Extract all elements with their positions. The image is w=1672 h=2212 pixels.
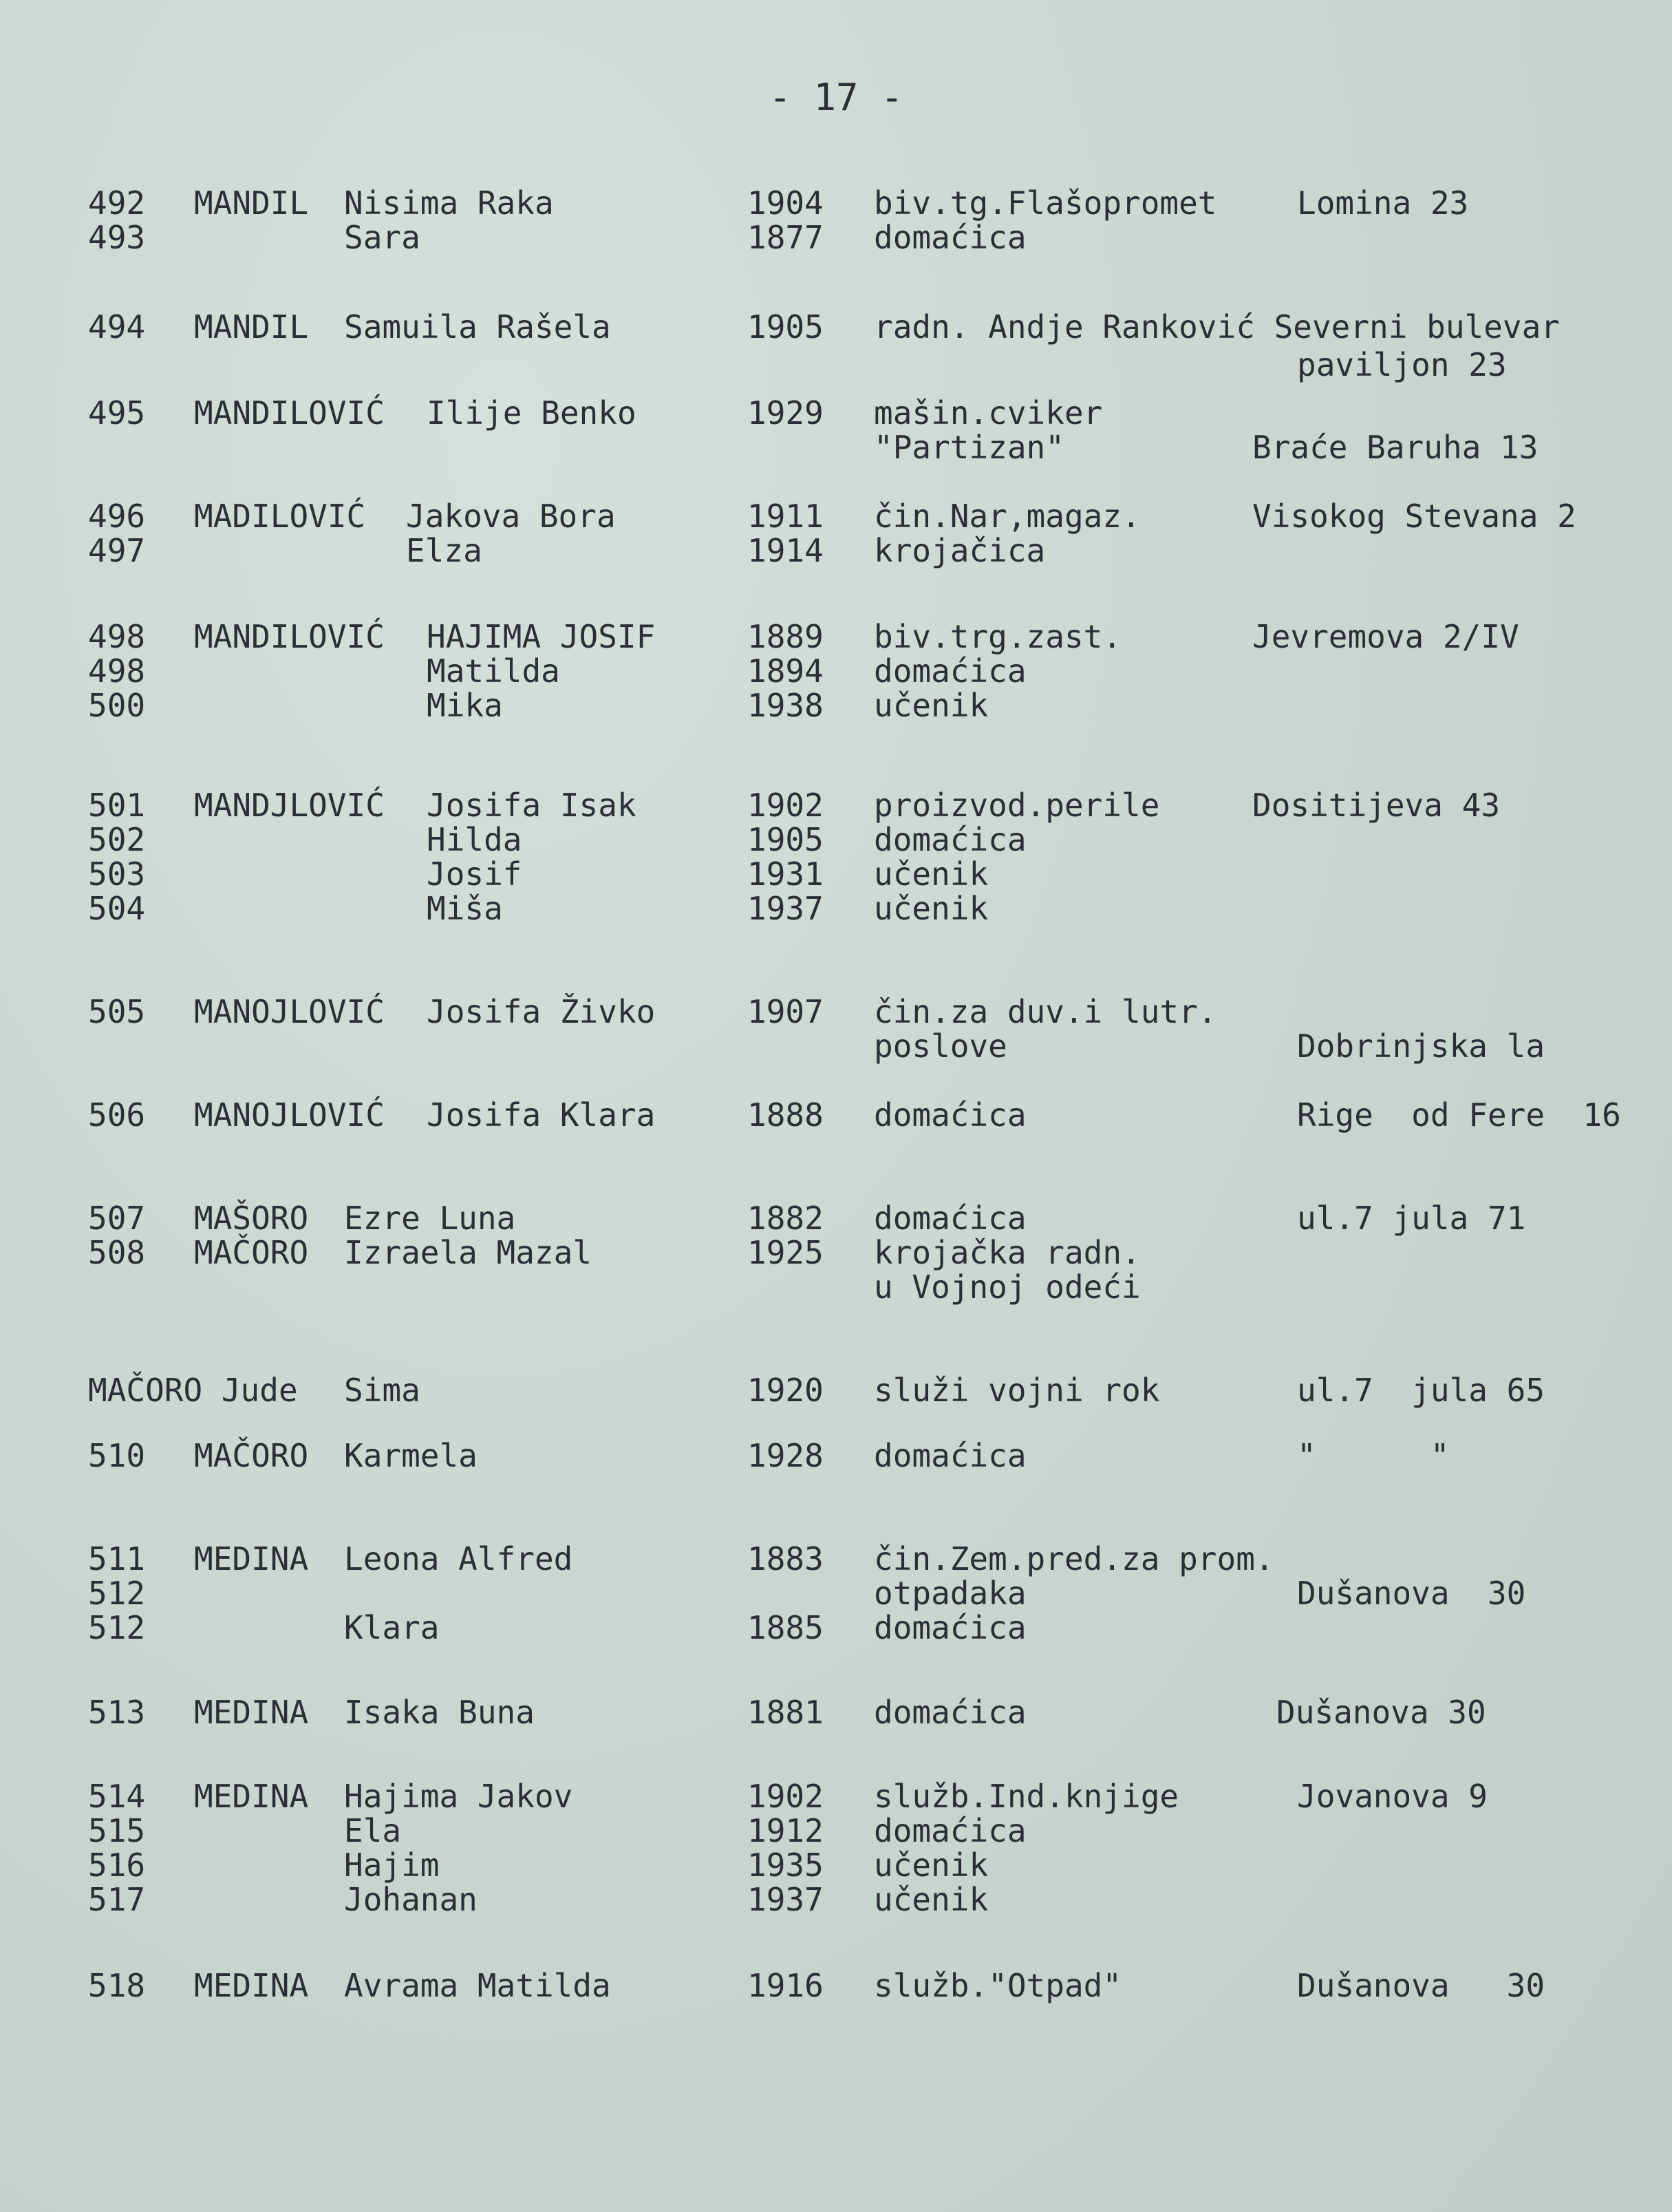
surname: MADILOVIĆ bbox=[194, 498, 366, 535]
register-line bbox=[0, 1270, 1672, 1304]
given-names: Josif bbox=[427, 855, 522, 893]
occupation: čin.Zem.pred.za prom. bbox=[874, 1540, 1274, 1577]
address: Dositijeva 43 bbox=[1252, 787, 1501, 824]
surname: MANDIL bbox=[194, 308, 309, 345]
given-names: Mika bbox=[427, 687, 503, 724]
entry-number: 515 bbox=[88, 1812, 146, 1849]
register-line bbox=[0, 396, 1672, 430]
birth-year: 1907 bbox=[747, 993, 824, 1030]
register-line bbox=[0, 1882, 1672, 1917]
occupation: učenik bbox=[874, 1847, 989, 1884]
entry-number: 505 bbox=[88, 993, 146, 1030]
given-names: Hajim bbox=[344, 1847, 440, 1884]
given-names: Avrama Matilda bbox=[344, 1967, 611, 2004]
given-names: Johanan bbox=[344, 1881, 478, 1918]
surname: MEDINA bbox=[194, 1540, 309, 1577]
entry-number: 512 bbox=[88, 1609, 146, 1646]
birth-year: 1937 bbox=[747, 890, 824, 927]
given-names: Ilije Benko bbox=[427, 394, 636, 432]
occupation: učenik bbox=[874, 1881, 989, 1918]
given-names: Izraela Mazal bbox=[344, 1234, 592, 1271]
register-line bbox=[0, 857, 1672, 891]
given-names: Isaka Buna bbox=[344, 1694, 535, 1731]
address: Dušanova 30 bbox=[1297, 1575, 1526, 1612]
occupation: domaćica bbox=[874, 1200, 1027, 1237]
occupation: krojačka radn. bbox=[874, 1234, 1141, 1271]
occupation: radn. Andje Ranković Severni bulevar bbox=[874, 308, 1560, 345]
birth-year: 1882 bbox=[747, 1200, 824, 1237]
birth-year: 1928 bbox=[747, 1437, 824, 1474]
entry-number: 495 bbox=[88, 394, 146, 432]
register-line bbox=[0, 1610, 1672, 1645]
given-names: Samuila Rašela bbox=[344, 308, 611, 345]
entry-number: 508 bbox=[88, 1234, 146, 1271]
register-line bbox=[0, 1779, 1672, 1814]
surname: MANDJLOVIĆ bbox=[194, 787, 385, 824]
occupation: mašin.cviker bbox=[874, 394, 1103, 432]
occupation: učenik bbox=[874, 855, 989, 893]
birth-year: 1905 bbox=[747, 821, 824, 858]
register-line bbox=[0, 1098, 1672, 1132]
occupation: domaćica bbox=[874, 821, 1027, 858]
register-line bbox=[0, 310, 1672, 344]
address: Jevremova 2/IV bbox=[1252, 618, 1519, 655]
entry-number: 493 bbox=[88, 219, 146, 256]
register-line bbox=[0, 1814, 1672, 1848]
entry-number: 494 bbox=[88, 308, 146, 345]
birth-year: 1916 bbox=[747, 1967, 824, 2004]
birth-year: 1912 bbox=[747, 1812, 824, 1849]
occupation: proizvod.perile bbox=[874, 787, 1160, 824]
surname: MEDINA bbox=[194, 1694, 309, 1731]
given-names: Sima bbox=[344, 1372, 420, 1409]
register-line bbox=[0, 430, 1672, 465]
occupation: krojačica bbox=[874, 532, 1046, 569]
entry-number: 507 bbox=[88, 1200, 146, 1237]
occupation: domaćica bbox=[874, 652, 1027, 690]
register-line bbox=[0, 1235, 1672, 1270]
surname: MAŠORO bbox=[194, 1200, 309, 1237]
birth-year: 1885 bbox=[747, 1609, 824, 1646]
occupation: služb.Ind.knjige bbox=[874, 1778, 1179, 1815]
birth-year: 1889 bbox=[747, 618, 824, 655]
page-number: - 17 - bbox=[769, 76, 903, 119]
occupation: služi vojni rok bbox=[874, 1372, 1160, 1409]
birth-year: 1881 bbox=[747, 1694, 824, 1731]
register-line bbox=[0, 1029, 1672, 1063]
address: Lomina 23 bbox=[1297, 184, 1469, 222]
address: Dušanova 30 bbox=[1276, 1694, 1486, 1731]
occupation: biv.tg.Flašopromet bbox=[874, 184, 1217, 222]
address: Jovanova 9 bbox=[1297, 1778, 1488, 1815]
surname: MAČORO Jude bbox=[88, 1372, 298, 1409]
register-line bbox=[0, 186, 1672, 220]
entry-number: 506 bbox=[88, 1096, 146, 1134]
birth-year: 1911 bbox=[747, 498, 824, 535]
occupation: domaćica bbox=[874, 1096, 1027, 1134]
given-names: Matilda bbox=[427, 652, 560, 690]
entry-number: 510 bbox=[88, 1437, 146, 1474]
address: paviljon 23 bbox=[1297, 346, 1507, 383]
given-names: Elza bbox=[406, 532, 482, 569]
given-names: Hilda bbox=[427, 821, 522, 858]
occupation: služb."Otpad" bbox=[874, 1967, 1122, 2004]
surname: MANDILOVIĆ bbox=[194, 618, 385, 655]
register-line bbox=[0, 1848, 1672, 1882]
given-names: Nisima Raka bbox=[344, 184, 554, 222]
register-line bbox=[0, 688, 1672, 723]
surname: MAČORO bbox=[194, 1437, 309, 1474]
register-line bbox=[0, 1438, 1672, 1473]
given-names: Leona Alfred bbox=[344, 1540, 573, 1577]
register-line bbox=[0, 891, 1672, 926]
occupation: "Partizan" bbox=[874, 429, 1064, 466]
address: ul.7 jula 65 bbox=[1297, 1372, 1545, 1409]
birth-year: 1937 bbox=[747, 1881, 824, 1918]
birth-year: 1904 bbox=[747, 184, 824, 222]
entry-number: 498 bbox=[88, 618, 146, 655]
given-names: Sara bbox=[344, 219, 420, 256]
occupation: domaćica bbox=[874, 1812, 1027, 1849]
register-line bbox=[0, 654, 1672, 688]
register-line bbox=[0, 1576, 1672, 1610]
birth-year: 1883 bbox=[747, 1540, 824, 1577]
entry-number: 500 bbox=[88, 687, 146, 724]
birth-year: 1877 bbox=[747, 219, 824, 256]
surname: MANOJLOVIĆ bbox=[194, 1096, 385, 1134]
address: ul.7 jula 71 bbox=[1297, 1200, 1526, 1237]
address: Visokog Stevana 2 bbox=[1252, 498, 1576, 535]
given-names: Ezre Luna bbox=[344, 1200, 516, 1237]
birth-year: 1894 bbox=[747, 652, 824, 690]
surname: MANOJLOVIĆ bbox=[194, 993, 385, 1030]
register-line bbox=[0, 499, 1672, 533]
occupation: učenik bbox=[874, 890, 989, 927]
register-line bbox=[0, 220, 1672, 255]
occupation: čin.Nar,magaz. bbox=[874, 498, 1141, 535]
occupation: biv.trg.zast. bbox=[874, 618, 1122, 655]
given-names: Karmela bbox=[344, 1437, 478, 1474]
address: " " bbox=[1297, 1437, 1450, 1474]
register-line bbox=[0, 1201, 1672, 1235]
birth-year: 1935 bbox=[747, 1847, 824, 1884]
surname: MEDINA bbox=[194, 1778, 309, 1815]
birth-year: 1925 bbox=[747, 1234, 824, 1271]
occupation: u Vojnoj odeći bbox=[874, 1268, 1141, 1306]
entry-number: 503 bbox=[88, 855, 146, 893]
entry-number: 502 bbox=[88, 821, 146, 858]
given-names: Josifa Klara bbox=[427, 1096, 656, 1134]
register-line bbox=[0, 619, 1672, 654]
given-names: Jakova Bora bbox=[406, 498, 616, 535]
given-names: Ela bbox=[344, 1812, 402, 1849]
given-names: Josifa Živko bbox=[427, 993, 656, 1030]
given-names: Miša bbox=[427, 890, 503, 927]
surname: MEDINA bbox=[194, 1967, 309, 2004]
entry-number: 501 bbox=[88, 787, 146, 824]
register-line bbox=[0, 533, 1672, 568]
register-line bbox=[0, 1695, 1672, 1730]
register-line bbox=[0, 348, 1672, 382]
given-names: Hajima Jakov bbox=[344, 1778, 573, 1815]
register-line bbox=[0, 1542, 1672, 1576]
given-names: HAJIMA JOSIF bbox=[427, 618, 656, 655]
register-line bbox=[0, 995, 1672, 1029]
surname: MANDILOVIĆ bbox=[194, 394, 385, 432]
register-line bbox=[0, 1968, 1672, 2003]
register-line bbox=[0, 822, 1672, 857]
birth-year: 1902 bbox=[747, 1778, 824, 1815]
birth-year: 1888 bbox=[747, 1096, 824, 1134]
register-line bbox=[0, 788, 1672, 822]
surname: MAČORO bbox=[194, 1234, 309, 1271]
given-names: Klara bbox=[344, 1609, 440, 1646]
occupation: domaćica bbox=[874, 1694, 1027, 1731]
entry-number: 492 bbox=[88, 184, 146, 222]
occupation: domaćica bbox=[874, 219, 1027, 256]
occupation: domaćica bbox=[874, 1609, 1027, 1646]
occupation: otpadaka bbox=[874, 1575, 1027, 1612]
entry-number: 496 bbox=[88, 498, 146, 535]
entry-number: 516 bbox=[88, 1847, 146, 1884]
birth-year: 1905 bbox=[747, 308, 824, 345]
entry-number: 518 bbox=[88, 1967, 146, 2004]
birth-year: 1931 bbox=[747, 855, 824, 893]
birth-year: 1914 bbox=[747, 532, 824, 569]
entry-number: 517 bbox=[88, 1881, 146, 1918]
entry-number: 513 bbox=[88, 1694, 146, 1731]
birth-year: 1902 bbox=[747, 787, 824, 824]
birth-year: 1920 bbox=[747, 1372, 824, 1409]
entry-number: 511 bbox=[88, 1540, 146, 1577]
given-names: Josifa Isak bbox=[427, 787, 636, 824]
birth-year: 1938 bbox=[747, 687, 824, 724]
register-line bbox=[0, 1373, 1672, 1407]
entry-number: 498 bbox=[88, 652, 146, 690]
address: Dobrinjska la bbox=[1297, 1028, 1545, 1065]
address: Rige od Fere 16 bbox=[1297, 1096, 1621, 1134]
address: Braće Baruha 13 bbox=[1252, 429, 1539, 466]
occupation: čin.za duv.i lutr. bbox=[874, 993, 1217, 1030]
birth-year: 1929 bbox=[747, 394, 824, 432]
surname: MANDIL bbox=[194, 184, 309, 222]
entry-number: 504 bbox=[88, 890, 146, 927]
occupation: poslove bbox=[874, 1028, 1007, 1065]
entry-number: 514 bbox=[88, 1778, 146, 1815]
entry-number: 497 bbox=[88, 532, 146, 569]
occupation: domaćica bbox=[874, 1437, 1027, 1474]
occupation: učenik bbox=[874, 687, 989, 724]
entry-number: 512 bbox=[88, 1575, 146, 1612]
address: Dušanova 30 bbox=[1297, 1967, 1545, 2004]
